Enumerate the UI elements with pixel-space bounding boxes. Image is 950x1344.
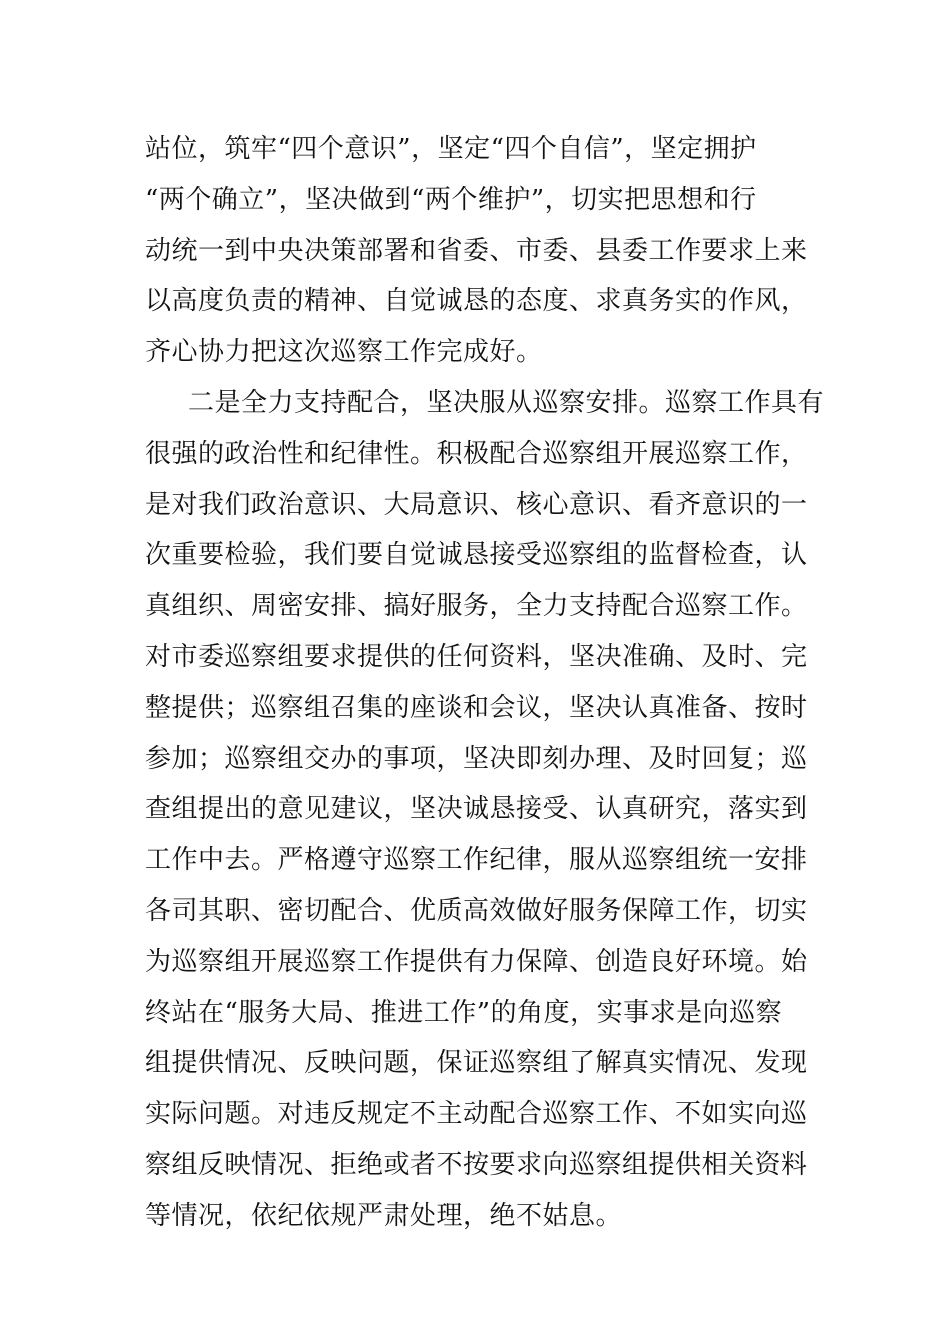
text-line: “两个确立”，坚决做到“两个维护”，切实把思想和行 (145, 184, 757, 215)
text-line: 察组反映情况、拒绝或者不按要求向巡察组提供相关资料 (145, 1149, 808, 1180)
text-line: 实际问题。对违反规定不主动配合巡察工作、不如实向巡 (145, 1099, 808, 1130)
text-line: 等情况，依纪依规严肃处理，绝不姑息。 (145, 1200, 623, 1231)
text-line: 工作中去。严格遵守巡察工作纪律，服从巡察组统一安排 (145, 845, 808, 876)
text-line: 整提供；巡察组召集的座谈和会议，坚决认真准备、按时 (145, 692, 808, 723)
text-line: 参加；巡察组交办的事项，坚决即刻办理、及时回复；巡 (145, 743, 808, 774)
text-line: 各司其职、密切配合、优质高效做好服务保障工作，切实 (145, 895, 808, 926)
text-line: 齐心协力把这次巡察工作完成好。 (145, 337, 543, 368)
text-line: 组提供情况、反映问题，保证巡察组了解真实情况、发现 (145, 1048, 808, 1079)
text-line: 真组织、周密安排、搞好服务，全力支持配合巡察工作。 (145, 591, 808, 622)
text-line: 是对我们政治意识、大局意识、核心意识、看齐意识的一 (145, 489, 808, 520)
text-line: 为巡察组开展巡察工作提供有力保障、创造良好环境。始 (145, 946, 808, 977)
document-body (145, 124, 825, 1242)
text-line: 对市委巡察组要求提供的任何资料，坚决准确、及时、完 (145, 641, 808, 672)
paragraph-start-line: 二是全力支持配合，坚决服从巡察安排。巡察工作具有 (188, 387, 825, 418)
text-line: 以高度负责的精神、自觉诚恳的态度、求真务实的作风， (145, 286, 808, 317)
text-line: 站位，筑牢“四个意识”，坚定“四个自信”，坚定拥护 (145, 134, 757, 164)
text-line: 动统一到中央决策部署和省委、市委、县委工作要求上来 (145, 235, 808, 266)
text-line: 查组提出的意见建议，坚决诚恳接受、认真研究，落实到 (145, 794, 808, 825)
text-line: 终站在“服务大局、推进工作”的角度，实事求是向巡察 (145, 997, 783, 1028)
text-line: 很强的政治性和纪律性。积极配合巡察组开展巡察工作， (145, 438, 808, 469)
text-line: 次重要检验，我们要自觉诚恳接受巡察组的监督检查，认 (145, 540, 808, 571)
